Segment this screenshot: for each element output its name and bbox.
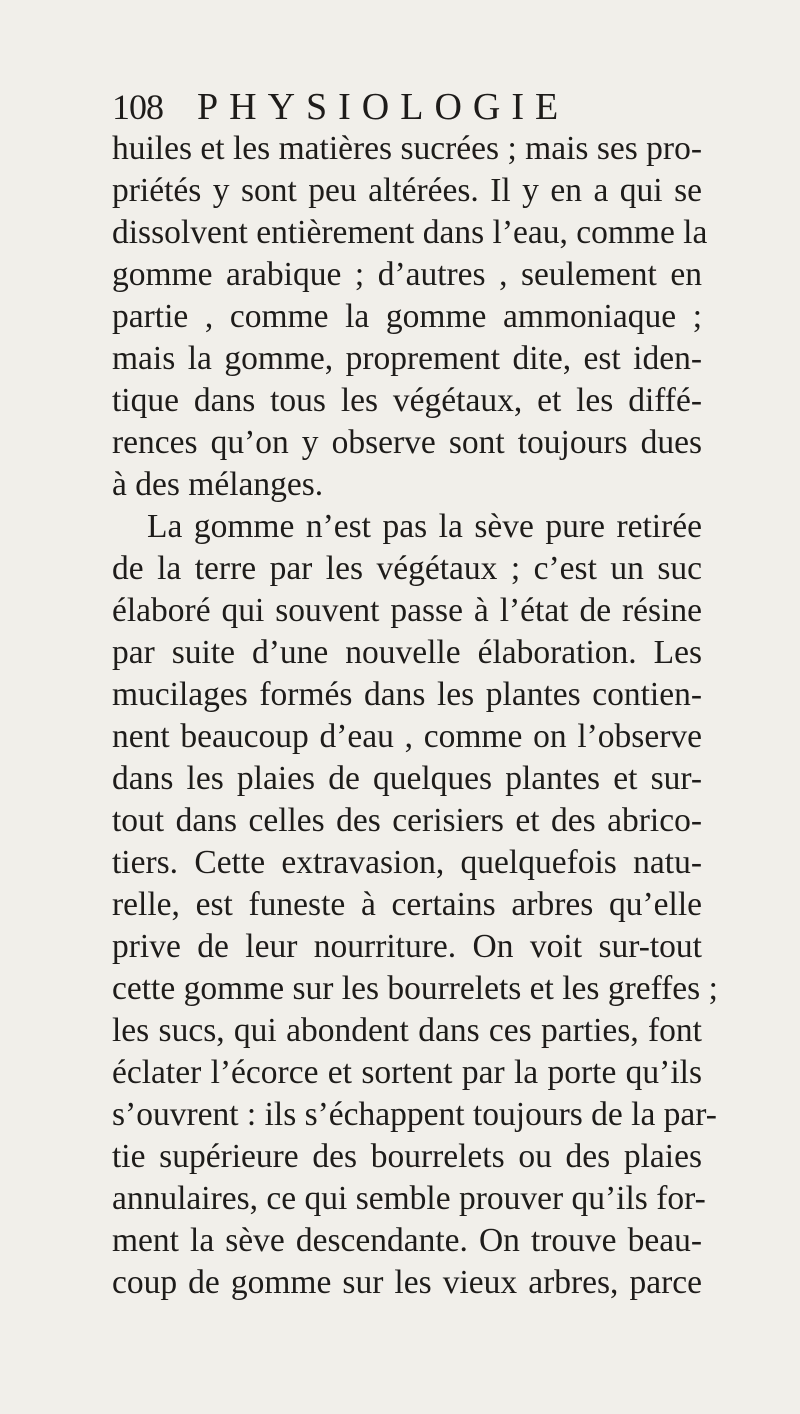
- text-line: les sucs, qui abondent dans ces parties, font: [112, 1012, 702, 1049]
- running-title: PHYSIOLOGIE: [197, 86, 570, 128]
- text-line: dans les plaies de quelques plantes et sur-: [112, 760, 702, 797]
- text-line: relle, est funeste à certains arbres qu’elle: [112, 886, 702, 923]
- text-line: rences qu’on y observe sont toujours dues: [112, 424, 702, 461]
- text-line: éclater l’écorce et sortent par la porte qu’ils: [112, 1054, 702, 1091]
- text-line: dissolvent entièrement dans l’eau, comme la: [112, 214, 708, 251]
- text-line: gomme arabique ; d’autres , seulement en: [112, 256, 702, 293]
- text-line: mucilages formés dans les plantes contien-: [112, 676, 702, 713]
- text-line: nent beaucoup d’eau , comme on l’observe: [112, 718, 702, 755]
- text-line: priétés y sont peu altérées. Il y en a qui se: [112, 172, 702, 209]
- text-line: ment la sève descendante. On trouve beau-: [112, 1222, 702, 1259]
- text-line: tie supérieure des bourrelets ou des plaies: [112, 1138, 702, 1175]
- text-line: mais la gomme, proprement dite, est iden-: [112, 340, 702, 377]
- body-text: [112, 128, 718, 1304]
- paragraph-start-line: La gomme n’est pas la sève pure retirée: [147, 508, 702, 545]
- page-number: 108: [112, 87, 163, 127]
- text-line: tique dans tous les végétaux, et les diffé-: [112, 382, 702, 419]
- text-line: tiers. Cette extravasion, quelquefois natu-: [112, 844, 702, 881]
- paragraph-end-line: à des mélanges.: [112, 466, 324, 503]
- text-line: annulaires, ce qui semble prouver qu’ils for-: [112, 1180, 706, 1217]
- text-line: élaboré qui souvent passe à l’état de résine: [112, 592, 702, 629]
- text-line: de la terre par les végétaux ; c’est un suc: [112, 550, 702, 587]
- text-line: cette gomme sur les bourrelets et les greffes ;: [112, 970, 718, 1007]
- text-line: partie , comme la gomme ammoniaque ;: [112, 298, 702, 335]
- text-line: huiles et les matières sucrées ; mais ses pro-: [112, 130, 702, 167]
- text-line: s’ouvrent : ils s’échappent toujours de la par-: [112, 1096, 717, 1133]
- text-line: coup de gomme sur les vieux arbres, parce: [112, 1264, 702, 1301]
- text-line: par suite d’une nouvelle élaboration. Les: [112, 634, 702, 671]
- text-line: prive de leur nourriture. On voit sur-tout: [112, 928, 702, 965]
- text-line: tout dans celles des cerisiers et des abrico-: [112, 802, 702, 839]
